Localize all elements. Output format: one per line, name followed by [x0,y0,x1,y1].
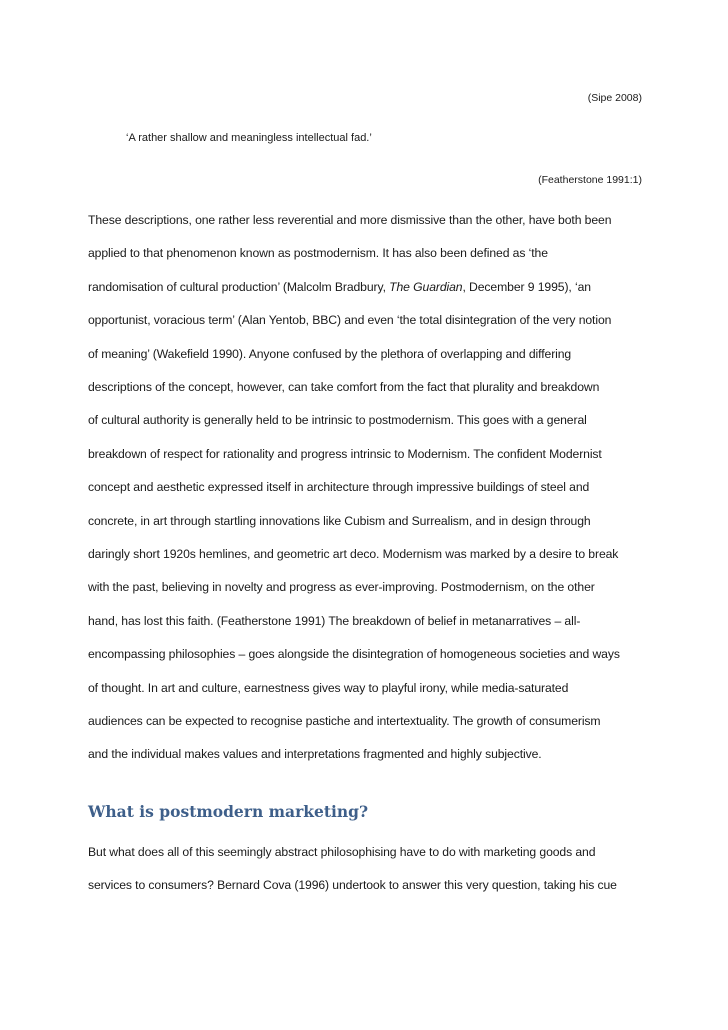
text-line: opportunist, voracious term’ (Alan Yentob, BBC) and even ‘the total disintegration of the very notion [88,313,612,328]
text-run: , December 9 1995), ‘an [462,279,591,294]
text-line: of meaning’ (Wakefield 1990). Anyone confused by the plethora of overlapping and differing [88,346,572,361]
text-line: and the individual makes values and interpretations fragmented and highly subjective. [88,747,542,762]
citation-featherstone: (Featherstone 1991:1) [538,174,642,186]
text-line: breakdown of respect for rationality and progress intrinsic to Modernism. The confident Modernist [88,446,602,461]
text-line: encompassing philosophies – goes alongside the disintegration of homogeneous societies and ways [88,647,620,662]
text-line: But what does all of this seemingly abstract philosophising have to do with marketing goods and [88,845,596,859]
publication-title: The Guardian [389,279,463,294]
text-run: randomisation of cultural production’ (Malcolm Bradbury, [88,279,390,294]
text-line: applied to that phenomenon known as postmodernism. It has also been defined as ‘the [88,246,548,261]
text-line: hand, has lost this faith. (Featherstone 1991) The breakdown of belief in metanarratives – all- [88,613,581,628]
text-line: services to consumers? Bernard Cova (1996) undertook to answer this very question, taking his cue [88,878,617,893]
text-line: audiences can be expected to recognise pastiche and intertextuality. The growth of consumerism [88,714,601,728]
text-line: of cultural authority is generally held to be intrinsic to postmodernism. This goes with a general [88,413,587,428]
text-line: concrete, in art through startling innovations like Cubism and Surrealism, and in design through [88,513,591,528]
text-line [88,280,591,294]
block-quote: ‘A rather shallow and meaningless intellectual fad.’ [126,132,372,144]
text-line: concept and aesthetic expressed itself in architecture through impressive buildings of steel and [88,480,590,495]
citation-sipe: (Sipe 2008) [587,92,642,104]
section-heading: What is postmodern marketing? [88,802,369,821]
text-line: daringly short 1920s hemlines, and geometric art deco. Modernism was marked by a desire to break [88,547,619,561]
text-line: These descriptions, one rather less reverential and more dismissive than the other, have both been [88,213,612,227]
text-line: with the past, believing in novelty and progress as ever-improving. Postmodernism, on the other [88,580,595,595]
text-line: of thought. In art and culture, earnestness gives way to playful irony, while media-saturated [88,680,569,695]
text-line: descriptions of the concept, however, can take comfort from the fact that plurality and breakdown [88,380,600,394]
